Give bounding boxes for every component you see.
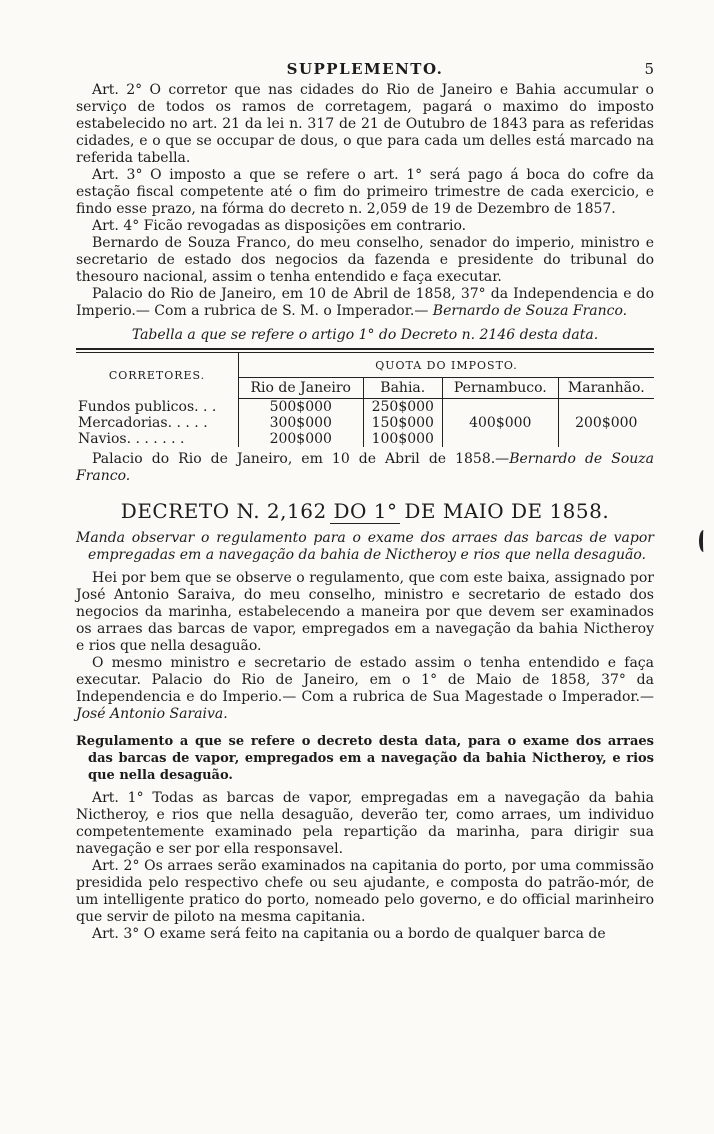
table-cell: 200$000 [239,431,364,447]
decree-signer: José Antonio Saraiva. [76,706,228,722]
decree-summary: Manda observar o regulamento para o exame dos arraes das barcas de vapor empregadas em a navegação da bahia de Nictheroy e rios que nella desaguão. [76,530,654,563]
city-header: Pernambuco. [443,378,559,399]
article-4-paragraph: Art. 4° Ficão revogadas as disposições em contrario. [92,218,467,234]
table-cell: 500$000 [239,399,364,416]
decree-title: DECRETO N. 2,162 DO 1° DE MAIO DE 1858. [120,499,610,523]
page-number: 5 [644,60,654,78]
signature-2-name: Bernardo de Souza Franco. [76,451,654,484]
city-header: Maranhão. [558,378,654,399]
row-label: Navios. . . . . . . [76,431,239,447]
table-row [76,399,654,416]
decree-paragraph-2-text: O mesmo ministro e secretario de estado assim o tenha entendido e faça executar. Palacio do Rio de Janeiro, em o 1° de Maio de 1858, 37° da Independencia e do Imperio.— Com a rubrica de Sua Magestade o Imperador.— [76,655,654,705]
regulation-article-2: Art. 2° Os arraes serão examinados na capitania do porto, por uma commissão presidida pelo respectivo chefe ou seu ajudante, e composta do patrão-mór, de um intelligente pratico do porto, nomeado pelo governo, e do official marinheiro que servir de piloto na mesma capitania. [76,858,654,925]
regulation-article-1: Art. 1° Todas as barcas de vapor, empregadas em a navegação da bahia Nictheroy, e rios que nella desaguão, deverão ter, como arraes, um individuo competentemente examinado pela repartição da marinha, para dirigir sua navegação e ser por ella responsavel. [76,790,654,857]
regulation-title: Regulamento a que se refere o decreto desta data, para o exame dos arraes das barcas de vapor, empregados em a navegação da bahia Nictheroy, e rios que nella desaguão. [76,734,654,783]
table-cell [558,431,654,447]
table-row [76,415,654,431]
table-cell: 200$000 [575,415,638,431]
article-3-paragraph: Art. 3° O imposto a que se refere o art. 1° será pago á boca do cofre da estação fiscal competente até o fim do primeiro trimestre de cada exercicio, e findo esse prazo, na fórma do decreto n. 2,059 de 19 de Dezembro de 1857. [76,167,654,217]
table-cell: 250$000 [363,399,443,416]
table-cell: 300$000 [239,415,364,431]
article-2-paragraph: Art. 2° O corretor que nas cidades do Rio de Janeiro e Bahia accumular o serviço de todos os ramos de corretagem, pagará o maximo do imposto estabelecido no art. 21 da lei n. 317 de 21 de Outubro de 1843 para as referidas cidades, e o que se occupar de dous, o que para cada um delles está marcado na referida tabella. [76,82,654,166]
signature-2-text: Palacio do Rio de Janeiro, em 10 de Abril de 1858.— [92,451,510,467]
table-cell [443,431,559,447]
corretores-header: CORRETORES. [76,353,239,399]
document-page [76,58,654,943]
minister-paragraph: Bernardo de Souza Franco, do meu conselho, senador do imperio, ministro e secretario de estado dos negocios da fazenda e presidente do tribunal do thesouro nacional, assim o tenha entendido e faça executar. [76,235,654,285]
city-header: Rio de Janeiro [239,378,364,399]
row-label: Fundos publicos. . . [76,399,239,416]
row-label: Mercadorias. . . . . [76,415,239,431]
decree-paragraph-2 [76,655,654,723]
regulation-article-3: Art. 3° O exame será feito na capitania ou a bordo de qualquer barca de [92,926,606,942]
signature-paragraph-2 [76,451,654,485]
signature-paragraph-1 [76,286,654,320]
table-cell [443,399,559,416]
table-top-rule [76,348,654,350]
decree-paragraph-1: Hei por bem que se observe o regulamento, que com este baixa, assignado por José Antonio Saraiva, do meu conselho, ministro e secretario de estado dos negocios da marinha, estabelecendo a maneira por que devem ser examinados os arraes das barcas de vapor, empregados em a navegação da bahia Nictheroy e rios que nella desaguão. [76,570,654,654]
city-header: Bahia. [363,378,443,399]
table-cell [558,399,654,416]
table-cell: 100$000 [363,431,443,447]
table-cell: 150$000 [363,415,443,431]
signature-1-text: Palacio do Rio de Janeiro, em 10 de Abril de 1858, 37° da Independencia e do Imperio.— Com a rubrica de S. M. o Imperador.— [76,286,654,319]
table-caption: Tabella a que se refere o artigo 1° do Decreto n. 2146 desta data. [131,327,599,343]
tax-quota-table [76,353,654,447]
table-cell: 400$000 [443,415,559,431]
signature-1-name: Bernardo de Souza Franco. [432,303,628,319]
decree-title-rule [330,523,400,524]
page-header [76,58,654,82]
running-title: SUPPLEMENTO. [286,60,444,78]
table-row [76,431,654,447]
margin-bracket-mark [699,530,708,552]
quota-header: QUOTA DO IMPOSTO. [239,353,655,378]
